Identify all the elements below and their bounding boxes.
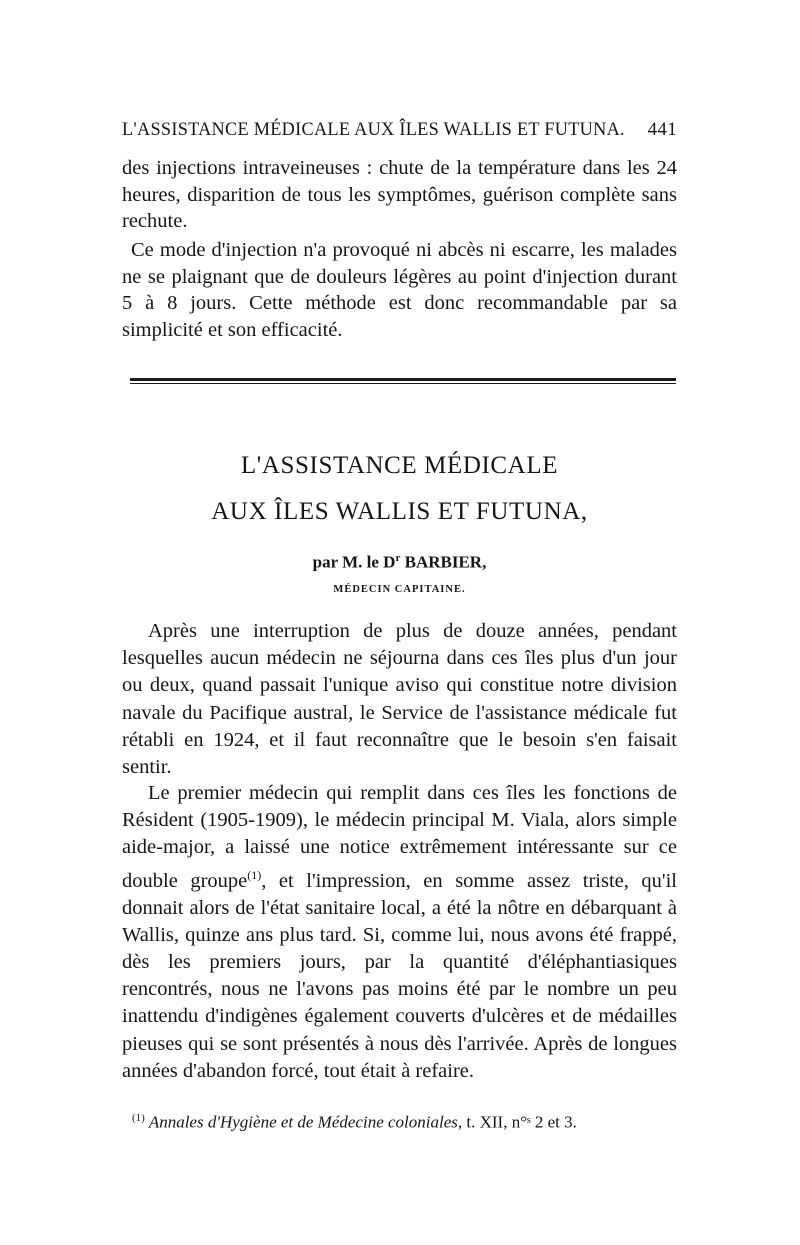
footnote-mark: (1) bbox=[132, 1112, 145, 1124]
footnote bbox=[132, 1112, 677, 1133]
article-paragraph bbox=[122, 780, 677, 1085]
byline-sup: r bbox=[395, 552, 401, 564]
running-title: L'ASSISTANCE MÉDICALE AUX ÎLES WALLIS ET FUTUNA. bbox=[122, 119, 625, 140]
footnote-journal-title: Annales d'Hygiène et de Médecine coloniales bbox=[148, 1112, 458, 1132]
author-name: BARBIER, bbox=[400, 552, 487, 572]
paragraph-text: Le premier médecin qui remplit dans ces îles les fonctions de Résident (1905-1909), le médecin principal M. Viala, alors simple aide-major, a laissé une notice extrêmement intéressante sur ce double groupe bbox=[122, 782, 677, 892]
footnote-reference-text: , t. XII, n°ˢ 2 et 3. bbox=[457, 1112, 577, 1132]
prev-article-paragraph: Ce mode d'injection n'a provoqué ni abcès ni escarre, les malades ne se plaignant que de douleurs légères au point d'injection durant 5 à 8 jours. Cette méthode est donc recommandable par sa simplicité et son efficacité. bbox=[122, 239, 677, 342]
author-byline bbox=[122, 552, 677, 573]
prev-article-paragraph: des injections intraveineuses : chute de la température dans les 24 heures, disparition de tous les symptômes, guérison complète sans rechute. bbox=[122, 157, 677, 233]
byline-prefix: par M. le D bbox=[312, 552, 396, 572]
paragraph-text: , et l'impression, en somme assez triste, qu'il donnait alors de l'état sanitaire local, a été la nôtre en débarquant à Wallis, quinze ans plus tard. Si, comme lui, nous avons été frappé, dès les premiers jours, par la quantité d'éléphantiasiques rencontrés, nous ne l'avons pas moins été par le nombre un peu inattendu d'indigènes également couverts d'ulcères et de médailles pieuses qui se sont présentés à nous dès l'arrivée. Après de longues années d'abandon forcé, tout était à refaire. bbox=[122, 869, 677, 1082]
article-paragraph: Après une interruption de plus de douze années, pendant lesquelles aucun médecin ne séjourna dans ces îles plus d'un jour ou deux, quand passait l'unique aviso qui constitue notre division navale du Pacifique austral, le Service de l'assistance médicale fut rétabli en 1924, et il faut reconnaître que le besoin s'en faisait sentir. bbox=[122, 620, 677, 779]
author-rank: MÉDECIN CAPITAINE. bbox=[333, 584, 466, 595]
article-title-line2: AUX ÎLES WALLIS ET FUTUNA, bbox=[211, 498, 588, 525]
article-title-line1: L'ASSISTANCE MÉDICALE bbox=[240, 452, 559, 479]
section-divider bbox=[130, 378, 676, 381]
footnote-reference: (1) bbox=[247, 867, 262, 882]
page-number: 441 bbox=[647, 119, 677, 140]
running-head bbox=[122, 119, 677, 141]
